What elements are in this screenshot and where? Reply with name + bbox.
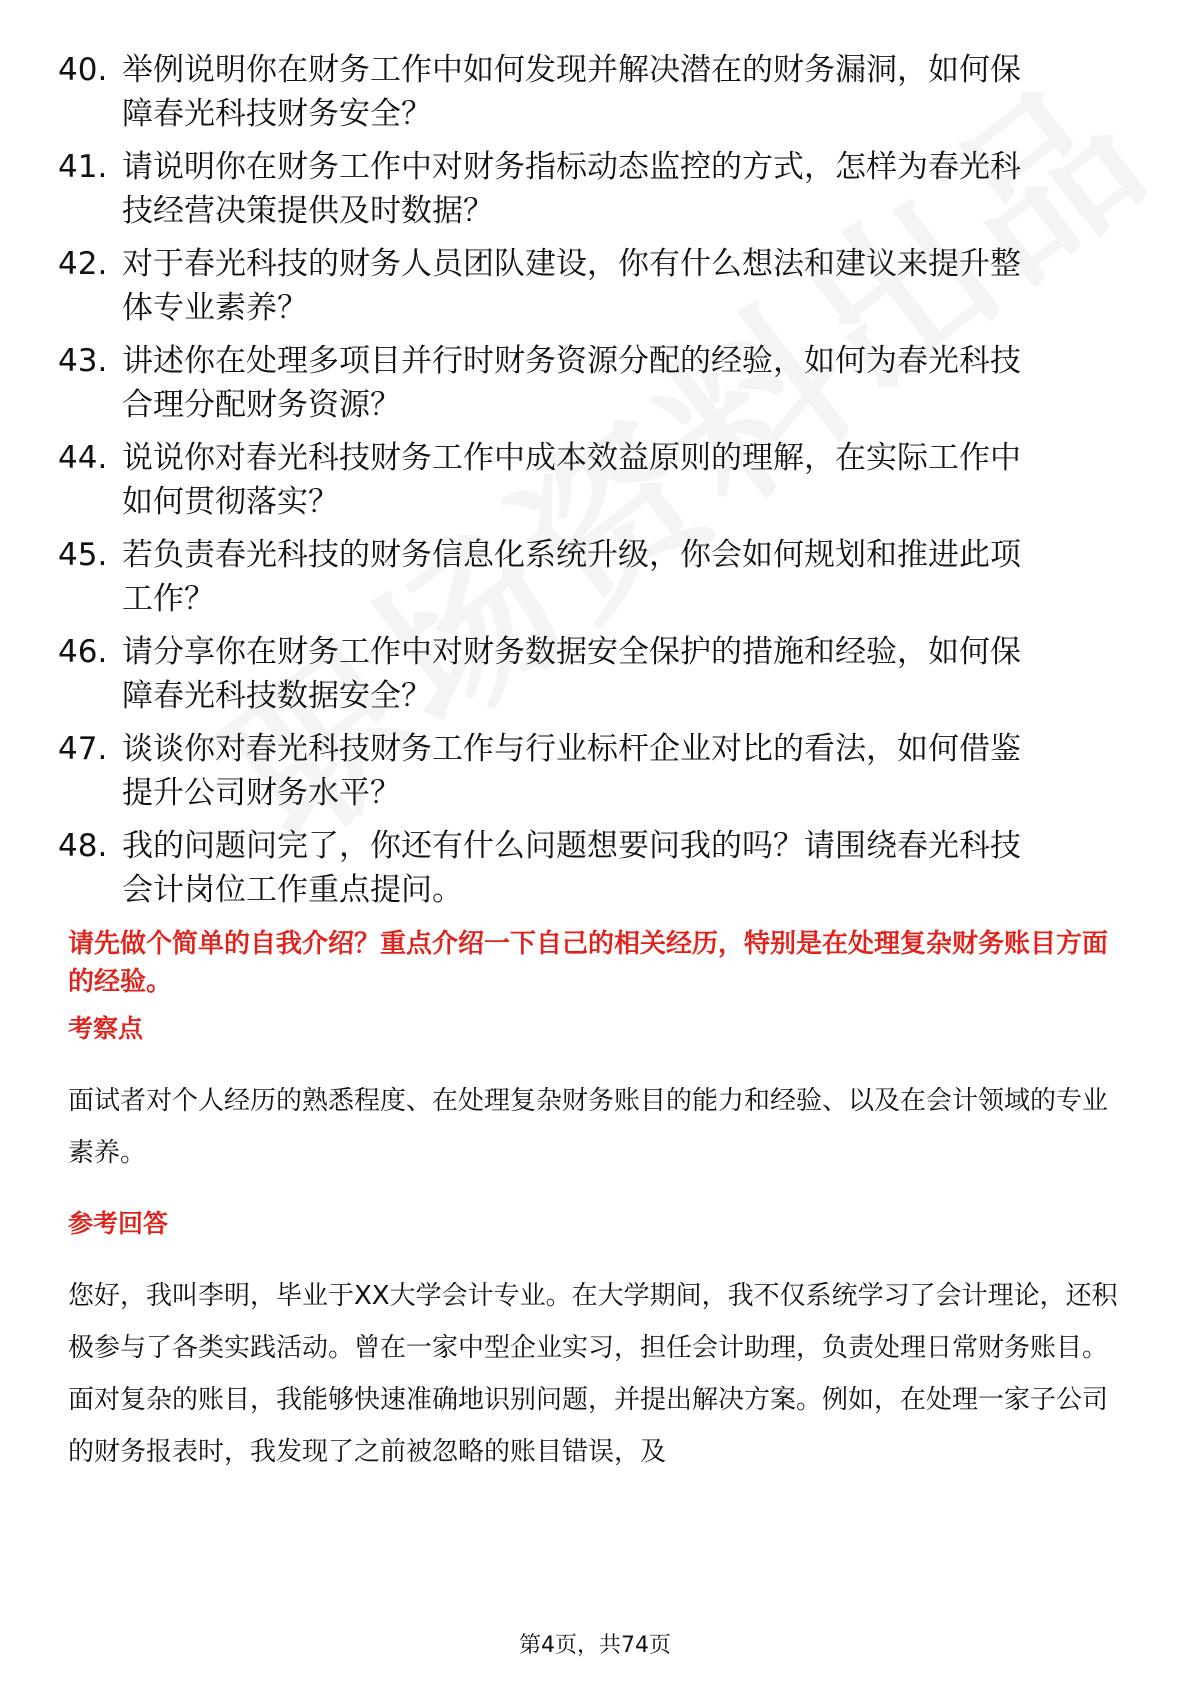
list-item bbox=[58, 824, 1148, 912]
question-number: 45. bbox=[58, 537, 108, 573]
question-text: 说说你对春光科技财务工作中成本效益原则的理解，在实际工作中如何贯彻落实？ bbox=[122, 440, 1021, 520]
reference-heading: 参考回答 bbox=[68, 1209, 169, 1238]
list-item bbox=[58, 242, 1148, 330]
list-item bbox=[58, 630, 1148, 718]
question-text: 谈谈你对春光科技财务工作与行业标杆企业对比的看法，如何借鉴提升公司财务水平？ bbox=[122, 731, 1021, 811]
question-text: 若负责春光科技的财务信息化系统升级，你会如何规划和推进此项工作？ bbox=[122, 537, 1021, 617]
question-text: 请分享你在财务工作中对财务数据安全保护的措施和经验，如何保障春光科技数据安全？ bbox=[122, 634, 1021, 714]
question-number: 46. bbox=[58, 634, 108, 670]
question-number: 44. bbox=[58, 440, 108, 476]
list-item bbox=[58, 339, 1148, 427]
question-number: 48. bbox=[58, 828, 108, 864]
question-number: 40. bbox=[58, 52, 108, 88]
question-text: 对于春光科技的财务人员团队建设，你有什么想法和建议来提升整体专业素养？ bbox=[122, 246, 1021, 326]
question-text: 举例说明你在财务工作中如何发现并解决潜在的财务漏洞，如何保障春光科技财务安全？ bbox=[122, 52, 1021, 132]
assessment-heading: 考察点 bbox=[68, 1014, 144, 1043]
page-footer: 第4页，共74页 bbox=[519, 1633, 671, 1658]
question-number: 42. bbox=[58, 246, 108, 282]
question-text: 讲述你在处理多项目并行时财务资源分配的经验，如何为春光科技合理分配财务资源？ bbox=[122, 343, 1021, 423]
featured-question: 请先做个简单的自我介绍？重点介绍一下自己的相关经历，特别是在处理复杂财务账目方面的经验。 bbox=[68, 929, 1109, 997]
reference-text: 您好，我叫李明，毕业于XX大学会计专业。在大学期间，我不仅系统学习了会计理论，还积极参与了各类实践活动。曾在一家中型企业实习，担任会计助理，负责处理日常财务账目。面对复杂的账目，我能够快速准确地识别问题，并提出解决方案。例如，在处理一家子公司的财务报表时，我发现了之前被忽略的账目错误，及 bbox=[68, 1281, 1118, 1467]
list-item bbox=[58, 727, 1148, 815]
list-item bbox=[58, 48, 1148, 136]
question-text: 我的问题问完了，你还有什么问题想要问我的吗？请围绕春光科技会计岗位工作重点提问。 bbox=[122, 828, 1021, 908]
question-number: 43. bbox=[58, 343, 108, 379]
question-list bbox=[58, 48, 1148, 921]
list-item bbox=[58, 436, 1148, 524]
question-number: 41. bbox=[58, 149, 108, 185]
list-item bbox=[58, 145, 1148, 233]
list-item bbox=[58, 533, 1148, 621]
assessment-text: 面试者对个人经历的熟悉程度、在处理复杂财务账目的能力和经验、以及在会计领域的专业素养。 bbox=[68, 1086, 1109, 1168]
question-number: 47. bbox=[58, 731, 108, 767]
question-text: 请说明你在财务工作中对财务指标动态监控的方式，怎样为春光科技经营决策提供及时数据？ bbox=[122, 149, 1021, 229]
